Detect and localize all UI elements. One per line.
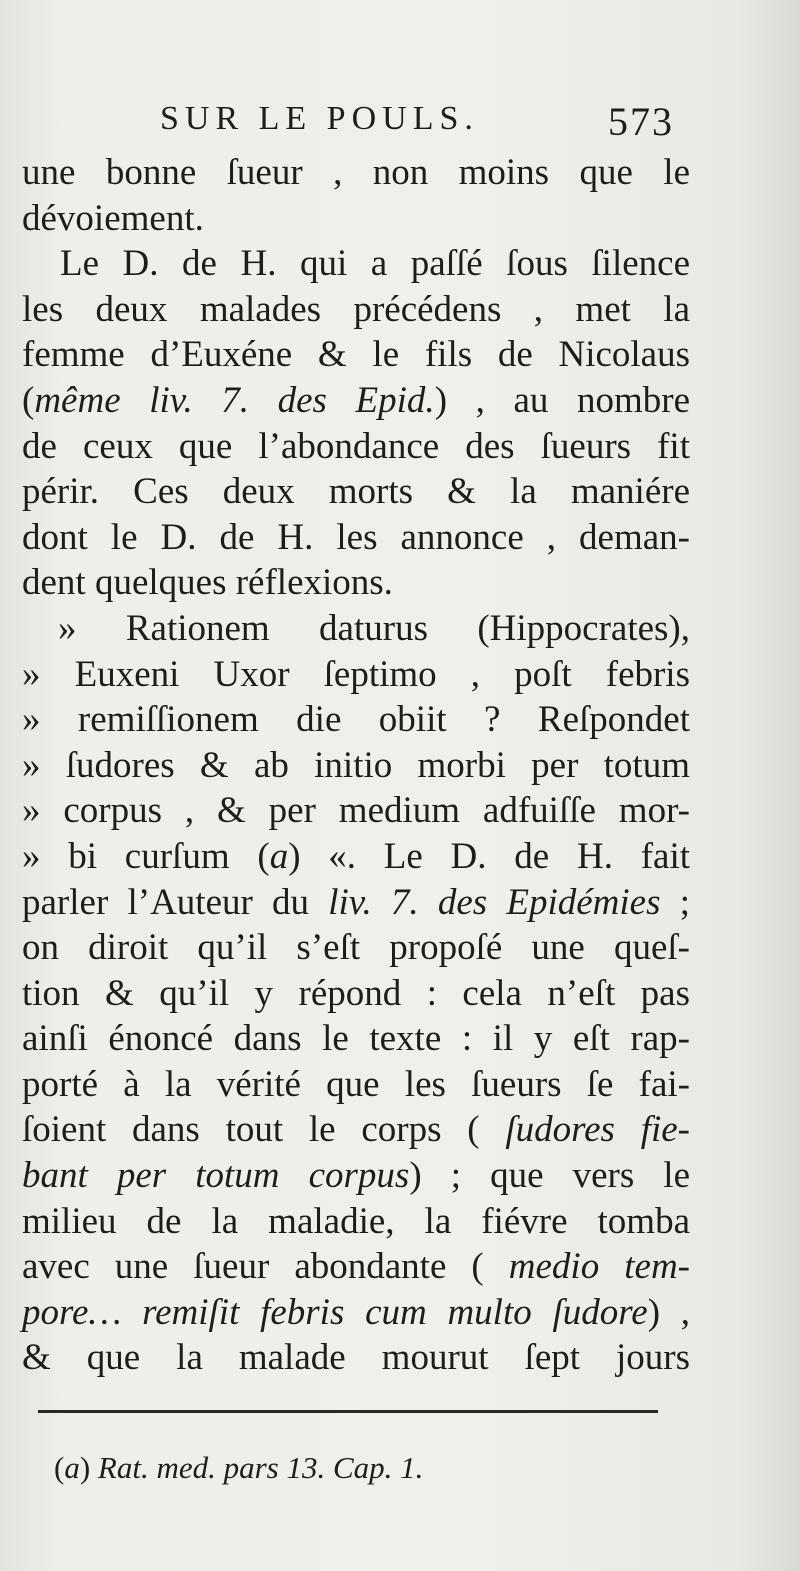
quote-line: » Euxeni Uxor ſeptimo , poſt febris [22,653,690,695]
main-text [22,150,690,1381]
footnote-rule [38,1410,658,1413]
quote-line: » Rationem daturus (Hippocrates), [58,607,690,649]
text-line: ſoient dans tout le corps ( ſudores fie- [22,1109,690,1151]
quote-line: » bi curſum (a) «. Le D. de H. fait [22,835,691,877]
text-line: les deux malades précédens , met la [22,288,690,330]
text-line: ainſi énoncé dans le texte : il y eſt rap- [22,1018,690,1060]
footnote: (a) Rat. med. pars 13. Cap. 1. [54,1450,424,1485]
latin-quote: ſudores fie- [505,1109,690,1151]
text-line: Le D. de H. qui a paſſé ſous ſilence [60,243,690,285]
citation: même liv. 7. des Epid. [34,379,435,421]
footnote-text: Rat. med. pars 13. Cap. 1. [97,1450,424,1485]
text-line: milieu de la maladie, la fiévre tomba [22,1200,690,1242]
quote-line: » corpus , & per medium adfuiſſe mor- [22,790,690,832]
text-line: tion & qu’il y répond : cela n’eſt pas [22,972,690,1014]
quote-line: » remiſſionem die obiit ? Reſpondet [22,699,690,741]
quote-line: » ſudores & ab initio morbi per totum [22,744,690,786]
text-line: (même liv. 7. des Epid.) , au nombre [22,379,690,421]
text-line: & que la malade mourut ſept jours [22,1337,690,1379]
text-line: pore… remiſit febris cum multo ſudore) , [22,1291,690,1333]
latin-quote: pore… remiſit febris cum multo ſudore [22,1291,648,1333]
footnote-marker: a [269,835,289,877]
text-line: femme d’Euxéne & le fils de Nicolaus [22,334,690,376]
running-title: SUR LE POULS. [160,100,479,137]
text-line: parler l’Auteur du liv. 7. des Epidémies ; [22,881,690,923]
text-line: on diroit qu’il s’eſt propoſé une queſ- [22,927,690,969]
footnote-marker: a [64,1450,80,1485]
text-line: de ceux que l’abondance des ſueurs fit [22,425,690,467]
text-line: bant per totum corpus) ; que vers le [22,1155,690,1197]
latin-quote: medio tem- [508,1246,690,1288]
text-line: une bonne ſueur , non moins que le [22,152,690,193]
citation: liv. 7. des Epidémies [328,881,661,923]
text-line: dont le D. de H. les annonce , deman- [22,516,690,558]
text-line: périr. Ces deux morts & la maniére [22,471,690,513]
text-line: avec une ſueur abondante ( medio tem- [22,1246,690,1288]
text-line: dévoiement. [22,197,204,239]
latin-quote: bant per totum corpus [22,1155,410,1197]
text-line: porté à la vérité que les ſueurs ſe fai- [22,1063,690,1105]
page-number: 573 [608,99,674,144]
text-line: dent quelques réflexions. [22,562,393,604]
